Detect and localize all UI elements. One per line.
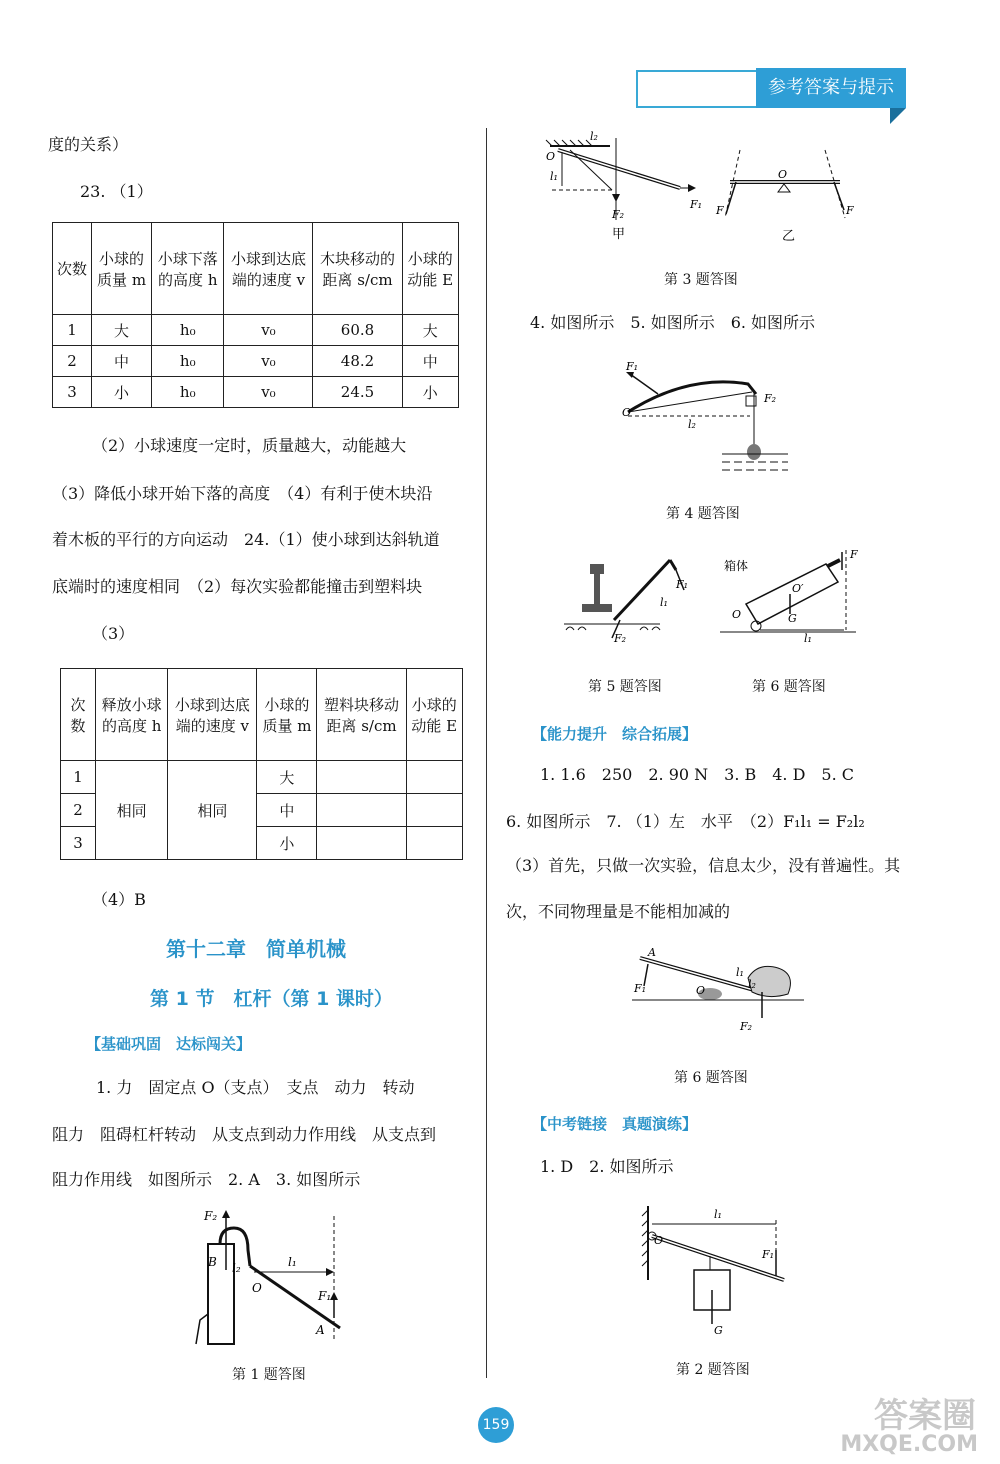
table-cell [406, 827, 462, 860]
figure-1-lever [190, 1210, 360, 1350]
svg-text:F: F [846, 204, 854, 217]
table-header: 小球到达底 端的速度 v [168, 669, 257, 761]
table-header: 小球的 动能 E [406, 669, 462, 761]
section-tag: 【中考链接 真题演练】 [532, 1115, 698, 1133]
label-b: B [208, 1255, 217, 1269]
results-table-2 [60, 668, 463, 860]
label-g: G [714, 1324, 723, 1337]
svg-text:F: F [716, 204, 724, 217]
figure-caption: 第 1 题答图 [232, 1367, 306, 1383]
table-cell: 大 [402, 315, 458, 346]
label-f: F [850, 548, 858, 561]
results-table-1 [52, 222, 459, 408]
label-o: O [654, 1234, 664, 1247]
text-line: 4. 如图所示 5. 如图所示 6. 如图所示 [530, 313, 816, 332]
table-header: 小球到达底 端的速度 v [224, 223, 313, 315]
figure-5-crowbar [560, 550, 700, 650]
table-cell [406, 761, 462, 794]
table-header: 木块移动的 距离 s/cm [313, 223, 402, 315]
table-cell: h₀ [152, 315, 224, 346]
text-line: 阻力 阻碍杠杆转动 从支点到动力作用线 从支点到 [52, 1125, 437, 1144]
table-row [61, 761, 463, 794]
text-line: （3） [92, 624, 135, 643]
label-l1: l₁ [804, 632, 812, 644]
caption-jia: 甲 [612, 227, 626, 242]
table-cell: 60.8 [313, 315, 402, 346]
table-header: 释放小球 的高度 h [96, 669, 168, 761]
table-cell: v₀ [224, 346, 313, 377]
header-fold [890, 108, 906, 124]
table-cell [317, 761, 406, 794]
text-line: 6. 如图所示 7. （1）左 水平 （2）F₁l₁ = F₂l₂ [506, 812, 865, 831]
text-line: 次，不同物理量是不能相加减的 [506, 902, 731, 921]
table-cell: h₀ [152, 346, 224, 377]
label-l1: l₁ [736, 966, 744, 979]
label-o: O [546, 150, 556, 163]
section-tag: 【能力提升 综合拓展】 [532, 725, 698, 743]
table-cell: 1 [53, 315, 92, 346]
section-title: 第 1 节 杠杆（第 1 课时） [150, 988, 393, 1010]
table-cell [317, 827, 406, 860]
table-header: 小球的 动能 E [402, 223, 458, 315]
table-cell: 中 [402, 346, 458, 377]
label-f1: F₁ [634, 982, 647, 995]
text-line: 1. 1.6 250 2. 90 N 3. B 4. D 5. C [540, 765, 855, 784]
table-cell: 2 [61, 794, 96, 827]
label-f2: F₂ [740, 1020, 753, 1033]
table-cell: 3 [61, 827, 96, 860]
table-header: 小球的 质量 m [92, 223, 152, 315]
watermark-logo: 答案圈 [874, 1396, 976, 1436]
table-header: 小球下落 的高度 h [152, 223, 224, 315]
table-cell: v₀ [224, 315, 313, 346]
text-line: 23. （1） [80, 182, 153, 201]
table-cell [317, 794, 406, 827]
label-f2: F₂ [204, 1210, 218, 1223]
text-line: 1. D 2. 如图所示 [540, 1157, 674, 1176]
table-cell: 中 [257, 794, 317, 827]
label-l1: l₁ [660, 596, 668, 609]
table-cell: 小 [92, 377, 152, 408]
figure-4-fishing-rod [618, 354, 798, 474]
label-o: O [732, 608, 742, 621]
figure-3-levers [540, 130, 870, 245]
table-cell: 大 [92, 315, 152, 346]
header-tag: 参考答案与提示 [756, 68, 906, 108]
label-box: 箱体 [724, 559, 749, 573]
label-l2: l₂ [748, 978, 756, 991]
text-line: 着木板的平行的方向运动 24.（1）使小球到达斜轨道 [52, 530, 440, 549]
label-l1: l₁ [550, 170, 558, 183]
table-cell: 3 [53, 377, 92, 408]
table-cell [406, 794, 462, 827]
label-f2: F₂ [612, 208, 625, 221]
table-cell: 相同 [168, 761, 257, 860]
label-l1: l₁ [714, 1208, 722, 1221]
text-line: （3）降低小球开始下落的高度 （4）有利于使木块沿 [52, 484, 433, 503]
label-o: O [252, 1281, 262, 1295]
figure-caption: 第 6 题答图 [752, 679, 826, 695]
label-l2: l₂ [590, 130, 598, 143]
text-line: 阻力作用线 如图所示 2. A 3. 如图所示 [52, 1170, 361, 1189]
figure-caption: 第 3 题答图 [664, 272, 738, 288]
table-cell: h₀ [152, 377, 224, 408]
watermark-url: MXQE.COM [840, 1432, 978, 1457]
column-divider [486, 128, 487, 1378]
label-l1: l₁ [288, 1255, 297, 1269]
table-cell: 大 [257, 761, 317, 794]
label-f2: F₂ [614, 632, 627, 645]
table-header: 次 数 [61, 669, 96, 761]
label-f2: F₂ [764, 392, 777, 405]
label-l2: l₂ [232, 1261, 241, 1275]
label-f1: F₁ [690, 198, 703, 211]
table-cell: 相同 [96, 761, 168, 860]
label-o: O [696, 984, 706, 997]
table-cell: 24.5 [313, 377, 402, 408]
figure-2-wall-lever [640, 1200, 800, 1340]
figure-caption: 第 2 题答图 [676, 1362, 750, 1378]
table-cell: 小 [257, 827, 317, 860]
text-line: 度的关系） [48, 135, 129, 154]
label-f1: F₁ [318, 1289, 332, 1303]
table-cell: 2 [53, 346, 92, 377]
table-cell: 中 [92, 346, 152, 377]
figure-6b-rock-lever [628, 944, 808, 1039]
figure-caption: 第 5 题答图 [588, 679, 662, 695]
text-line: 底端时的速度相同 （2）每次实验都能撞击到塑料块 [52, 577, 423, 596]
text-line: 1. 力 固定点 O（支点） 支点 动力 转动 [96, 1078, 415, 1097]
label-a: A [316, 1323, 325, 1337]
table-header: 次数 [53, 223, 92, 315]
table-header: 小球的 质量 m [257, 669, 317, 761]
label-f1: F₁ [676, 578, 689, 591]
table-header: 塑料块移动 距离 s/cm [317, 669, 406, 761]
label-a: A [648, 946, 656, 959]
svg-text:O: O [778, 168, 788, 181]
chapter-title: 第十二章 简单机械 [166, 937, 346, 961]
table-cell: 1 [61, 761, 96, 794]
label-l2: l₂ [688, 418, 696, 431]
table-cell: 小 [402, 377, 458, 408]
table-row [53, 315, 459, 346]
label-o2: O′ [792, 582, 804, 595]
label-f1: F₁ [626, 360, 639, 373]
table-cell: v₀ [224, 377, 313, 408]
text-line: （3）首先，只做一次实验，信息太少，没有普遍性。其 [506, 856, 901, 875]
table-cell: 48.2 [313, 346, 402, 377]
page-number: 159 [478, 1407, 514, 1443]
figure-caption: 第 4 题答图 [666, 506, 740, 522]
figure-caption: 第 6 题答图 [674, 1070, 748, 1086]
caption-yi: 乙 [782, 229, 796, 244]
label-g: G [788, 612, 797, 625]
table-row [53, 346, 459, 377]
section-tag: 【基础巩固 达标闯关】 [86, 1035, 252, 1053]
figure-6-suitcase [716, 544, 866, 644]
label-o: O [622, 406, 632, 419]
table-row [53, 377, 459, 408]
text-line: （2）小球速度一定时，质量越大，动能越大 [92, 436, 407, 455]
text-line: （4）B [92, 890, 146, 909]
label-f1: F₁ [762, 1248, 775, 1261]
header-box [636, 70, 758, 108]
